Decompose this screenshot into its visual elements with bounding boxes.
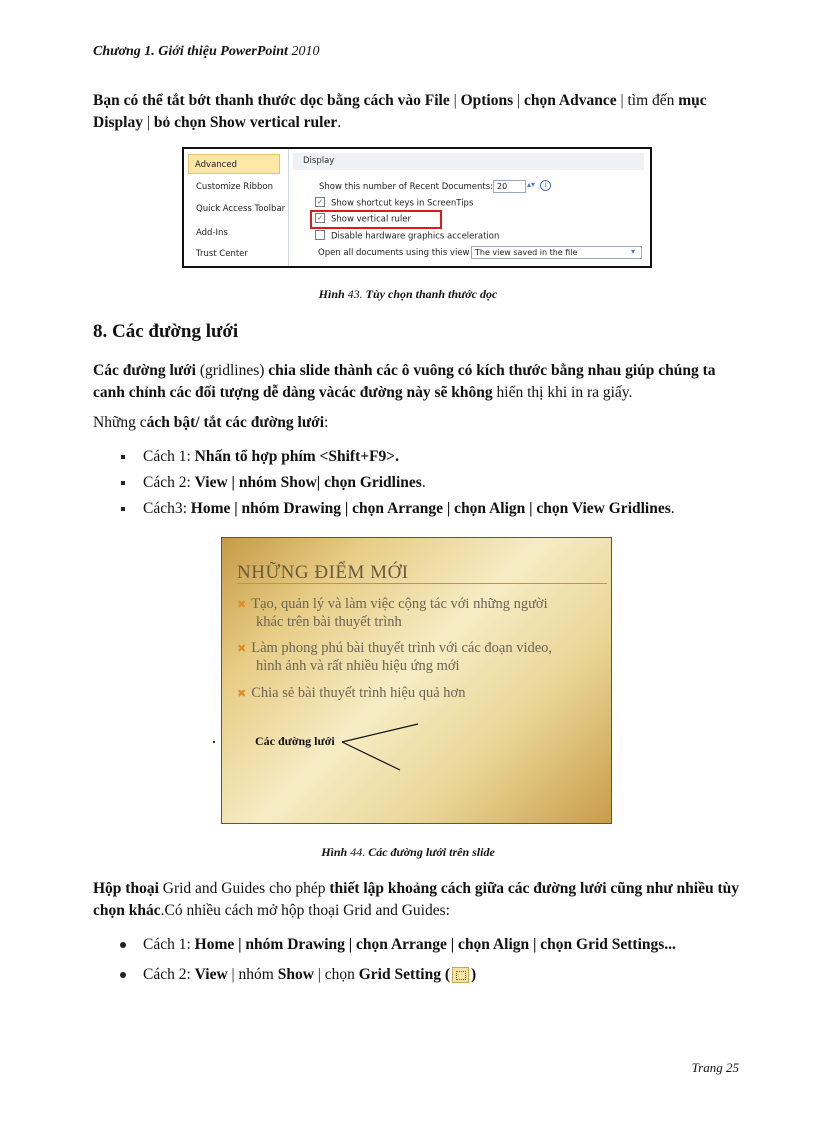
p2-start: Những c	[93, 414, 147, 431]
section-display-header: Display	[293, 153, 644, 170]
chapter-year: 2010	[291, 44, 320, 59]
p3-bold: thiết lập khoảng cách giữa các đường lưới cũng như nhiều tùy chọn khác	[93, 880, 740, 919]
intro-sep: |	[513, 92, 525, 109]
grid-guides-paragraph	[93, 878, 741, 922]
bullet-x-icon: ✖	[237, 643, 247, 655]
option-shortcut-keys	[315, 198, 473, 209]
item-bold: Home | nhóm Drawing | chọn Arrange | chọn Align | chọn View Gridlines	[190, 500, 671, 517]
ways-list	[117, 446, 757, 524]
intro-bochon: bỏ chọn Show vertical ruler	[153, 114, 338, 131]
item-end: )	[471, 966, 477, 983]
caption-number: 44.	[350, 845, 366, 859]
intro-end: .	[337, 114, 342, 131]
page-number: Trang 25	[691, 1060, 739, 1075]
page-header	[93, 44, 319, 60]
p1-bold: chia slide thành các ô vuông có kích thước bằng nhau giúp chúng ta canh chỉnh các đối tượng dễ dàng vàcác đường này sẽ không	[93, 362, 716, 401]
slide-title: NHỮNG ĐIỂM MỚI	[237, 562, 409, 583]
toggle-paragraph	[93, 412, 741, 434]
bullet-x-icon: ✖	[237, 599, 247, 611]
grid-settings-list	[117, 934, 757, 990]
options-main-pane	[293, 149, 650, 266]
intro-sep: |	[142, 114, 154, 131]
intro-options: Options	[460, 92, 514, 109]
item-prefix: Cách3:	[143, 500, 191, 517]
p1-end: hiển thị khi in ra giấy.	[492, 384, 633, 401]
sidebar-item-advanced: Advanced	[188, 154, 280, 174]
option-hardware-acceleration-label: Disable hardware graphics acceleration	[331, 231, 500, 242]
item-grid-setting: Grid Setting (	[358, 966, 451, 983]
item-bold: Home | nhóm Drawing | chọn Arrange | chọn Align | chọn Grid Settings...	[194, 936, 676, 953]
open-documents-select: The view saved in the file	[471, 246, 642, 259]
intro-file: File	[424, 92, 450, 109]
recent-documents-spinner: 20	[493, 180, 526, 193]
checkbox-unchecked-icon	[315, 230, 325, 240]
chevron-down-icon: ▾	[631, 247, 636, 256]
section-heading: 8. Các đường lưới	[93, 321, 239, 342]
intro-display: Display	[93, 114, 143, 131]
item-prefix: Cách 1:	[143, 936, 195, 953]
item-bold: Nhấn tổ hợp phím <Shift+F9>.	[194, 448, 399, 465]
intro-text2: | tìm đến	[616, 92, 679, 109]
sidebar-item-add-ins: Add-Ins	[196, 228, 228, 238]
open-documents-label: Open all documents using this view	[318, 248, 470, 258]
callout-arrow	[222, 538, 611, 823]
slide-bullet-text: Tạo, quản lý và làm việc cộng tác với những người	[251, 596, 548, 612]
item-prefix: Cách 2:	[143, 474, 195, 491]
slide-screenshot	[221, 537, 612, 824]
recent-documents-label: Show this number of Recent Documents:	[319, 182, 494, 192]
p2-colon: :	[324, 414, 329, 431]
intro-muc: mục	[678, 92, 707, 109]
item-view: View	[194, 966, 228, 983]
slide-bullet-cont: khác trên bài thuyết trình	[256, 614, 402, 630]
item-prefix: Cách 2:	[143, 966, 195, 983]
caption-text: Tùy chọn thanh thước dọc	[365, 287, 498, 301]
sidebar-item-trust-center: Trust Center	[196, 249, 248, 259]
item-group: | nhóm	[227, 966, 278, 983]
spinner-arrows-icon: ▴▾	[527, 180, 536, 189]
option-shortcut-keys-label: Show shortcut keys in ScreenTips	[331, 198, 474, 209]
gridlines-paragraph	[93, 360, 741, 404]
item-choose: | chọn	[313, 966, 359, 983]
p1-term: Các đường lưới	[93, 362, 196, 379]
info-icon: i	[540, 180, 551, 191]
p2-bold: ách bật/ tắt các đường lưới	[146, 414, 325, 431]
list-item	[117, 446, 757, 472]
option-vertical-ruler-label: Show vertical ruler	[331, 214, 411, 225]
list-item	[117, 472, 757, 498]
caption-prefix: Hình	[318, 287, 345, 301]
bullet-x-icon: ✖	[237, 688, 247, 700]
item-show: Show	[277, 966, 314, 983]
caption-number: 43.	[347, 287, 363, 301]
sidebar-item-customize-ribbon: Customize Ribbon	[196, 182, 273, 192]
option-hardware-acceleration	[315, 231, 499, 242]
intro-chon: chọn	[524, 92, 556, 109]
stray-dot	[213, 741, 215, 743]
intro-advance: Advance	[555, 92, 617, 109]
chapter-title: Chương 1. Giới thiệu PowerPoint	[93, 44, 288, 59]
p3-term: Hộp thoại	[93, 880, 159, 897]
intro-text: Bạn có thể tắt bớt thanh thước dọc bằng cách vào	[93, 92, 425, 109]
intro-sep: |	[449, 92, 461, 109]
checkbox-checked-icon: ✓	[315, 197, 325, 207]
slide-bullet-text: Làm phong phú bài thuyết trình với các đoạn video,	[251, 640, 553, 656]
slide-bullet-cont: hình ảnh và rất nhiều hiệu ứng mới	[256, 658, 460, 674]
item-end: .	[421, 474, 426, 491]
item-prefix: Cách 1:	[143, 448, 195, 465]
figure-44-caption	[0, 845, 816, 860]
p1-gridlines: (gridlines)	[195, 362, 269, 379]
figure-43-caption	[0, 287, 816, 302]
highlight-box	[310, 210, 442, 229]
options-sidebar	[184, 149, 289, 266]
options-dialog-screenshot	[182, 147, 652, 268]
list-item	[117, 964, 757, 990]
sidebar-item-quick-access-toolbar: Quick Access Toolbar	[196, 204, 286, 214]
list-item	[117, 934, 757, 964]
intro-paragraph	[93, 90, 741, 134]
caption-prefix: Hình	[321, 845, 348, 859]
p3-end: .Có nhiều cách mở hộp thoại Grid and Guides:	[160, 902, 450, 919]
p3-mid: Grid and Guides cho phép	[158, 880, 330, 897]
gridlines-label: Các đường lưới	[255, 734, 335, 748]
grid-settings-icon	[452, 967, 469, 983]
item-end: .	[670, 500, 675, 517]
slide-bullet-text: Chia sẻ bài thuyết trình hiệu quả hơn	[251, 685, 466, 701]
checkbox-checked-icon: ✓	[315, 213, 325, 223]
caption-text: Các đường lưới trên slide	[368, 845, 495, 859]
item-bold: View | nhóm Show| chọn Gridlines	[194, 474, 422, 491]
list-item	[117, 498, 757, 524]
